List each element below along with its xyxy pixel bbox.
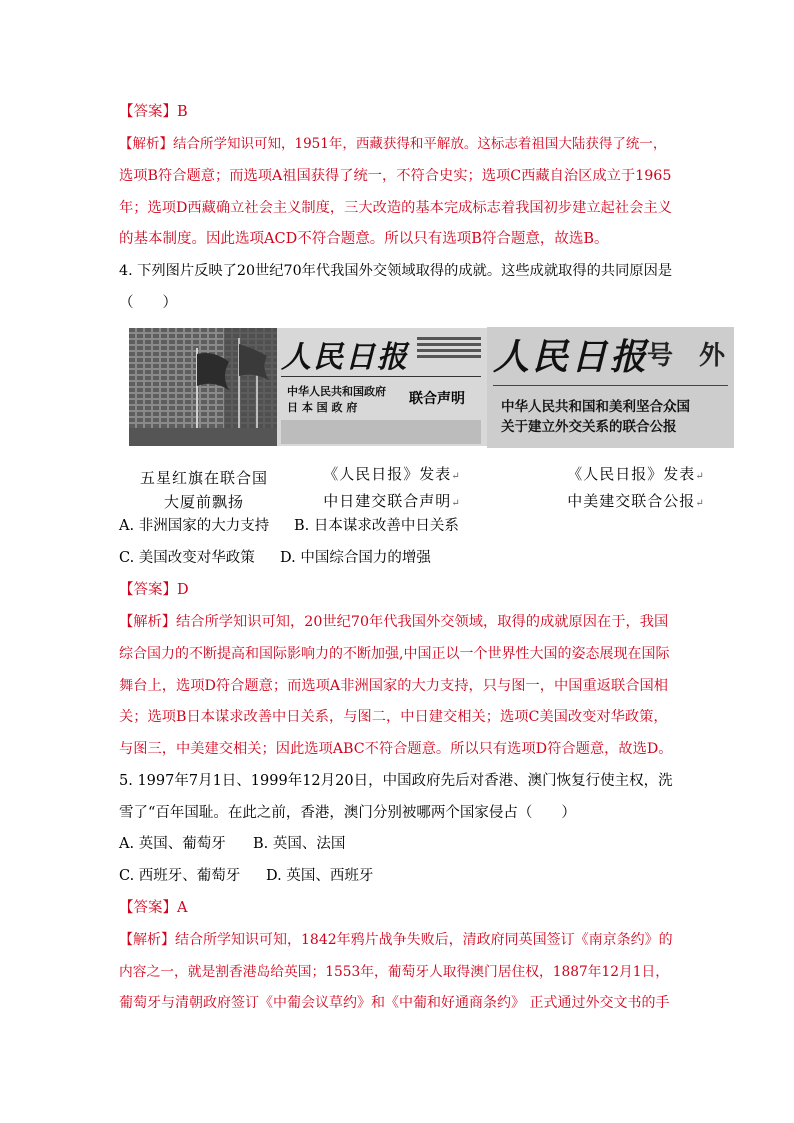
peoples-daily-us-photo: [487, 327, 734, 448]
image-3-masthead: 人民日报: [493, 336, 650, 378]
image-3-caption: [536, 462, 736, 516]
question-4-option-c: C. 美国改变对华政策: [119, 550, 255, 566]
explanation-q4-line1: 【解析】结合所学知识可知，20世纪70年代我国外交领域，取得的成就原因在于，我国: [119, 614, 669, 630]
explanation-q3-line2: 选项B符合题意；而选项A祖国获得了统一，不符合史实；选项C西藏自治区成立于1965: [119, 168, 672, 184]
peoples-daily-japan-photo: [277, 328, 487, 446]
question-4-blank: （ ）: [119, 295, 177, 311]
question-5-stem-line2: 雪了“百年国耻。在此之前，香港，澳门分别被哪两个国家侵占（ ）: [119, 805, 576, 821]
image-3-headline-1: 中华人民共和国和美利坚合众国: [501, 399, 690, 415]
image-2-headline-2: 日 本 国 政 府: [287, 401, 358, 414]
question-5-option-a: A. 英国、葡萄牙: [119, 836, 226, 852]
image-3-extra-label: 号 外: [647, 341, 726, 371]
image-2-headline-3: 联合声明: [409, 391, 465, 407]
image-3-caption-line2: 中美建交联合公报↵: [567, 492, 705, 510]
explanation-q3-line3: 年；选项D西藏确立社会主义制度，三大改造的基本完成标志着我国初步建立起社会主义: [119, 200, 672, 216]
explanation-q5-line2: 内容之一，就是割香港岛给英国；1553年，葡萄牙人取得澳门居住权，1887年12月1日，: [119, 964, 669, 980]
question-4-option-a: A. 非洲国家的大力支持: [119, 518, 270, 534]
image-2-small-text-block: [417, 334, 481, 368]
image-2-caption-line1: 《人民日报》发表↵: [323, 465, 461, 483]
question-4-option-d: D. 中国综合国力的增强: [280, 550, 431, 566]
image-3-headline-2: 关于建立外交关系的联合公报: [501, 419, 677, 435]
explanation-q5-line1: 【解析】结合所学知识可知，1842年鸦片战争失败后，清政府同英国签订《南京条约》的: [119, 932, 673, 948]
image-2-caption: [297, 462, 487, 516]
question-4-option-b: B. 日本谋求改善中日关系: [294, 518, 459, 534]
image-1-caption: [125, 466, 283, 514]
explanation-q3-line4: 的基本制度。因此选项ACD不符合题意。所以只有选项B符合题意，故选B。: [119, 231, 609, 247]
explanation-q4-line5: 与图三，中美建交相关；因此选项ABC不符合题意。所以只有选项D符合题意，故选D。: [119, 741, 673, 757]
un-flag-photo: [129, 328, 277, 446]
explanation-q4-line2: 综合国力的不断提高和国际影响力的不断加强,中国正以一个世界性大国的姿态展现在国际: [119, 646, 670, 662]
answer-label-q3: 【答案】B: [119, 104, 188, 120]
question-5-stem-line1: 5. 1997年7月1日、1999年12月20日，中国政府先后对香港、澳门恢复行使主权，洗: [119, 773, 673, 789]
explanation-q3-line1: 【解析】结合所学知识可知，1951年，西藏获得和平解放。这标志着祖国大陆获得了统一，: [119, 136, 667, 152]
image-1-caption-line1: 五星红旗在联合国: [139, 469, 268, 487]
explanation-q4-line4: 关；选项B日本谋求改善中日关系，与图二，中日建交相关；选项C美国改变对华政策，: [119, 709, 668, 725]
image-2-masthead: 人民日报: [281, 340, 409, 375]
question-5-option-d: D. 英国、西班牙: [266, 868, 374, 884]
question-4-stem: 4. 下列图片反映了20世纪70年代我国外交领域取得的成就。这些成就取得的共同原因是: [119, 263, 673, 279]
question-5-option-c: C. 西班牙、葡萄牙: [119, 868, 241, 884]
question-5-option-b: B. 英国、法国: [253, 836, 346, 852]
image-2-caption-line2: 中日建交联合声明↵: [323, 492, 461, 510]
image-3-caption-line1: 《人民日报》发表↵: [567, 465, 705, 483]
explanation-q5-line3: 葡萄牙与清朝政府签订《中葡会议草约》和《中葡和好通商条约》 正式通过外交文书的手: [119, 995, 670, 1011]
explanation-q4-line3: 舞台上，选项D符合题意；而选项A非洲国家的大力支持，只与图一，中国重返联合国相: [119, 678, 668, 694]
answer-label-q5: 【答案】A: [119, 900, 188, 916]
image-2-headline-1: 中华人民共和国政府: [287, 385, 386, 398]
answer-label-q4: 【答案】D: [119, 582, 189, 598]
image-1-caption-line2: 大厦前飘扬: [163, 493, 244, 511]
